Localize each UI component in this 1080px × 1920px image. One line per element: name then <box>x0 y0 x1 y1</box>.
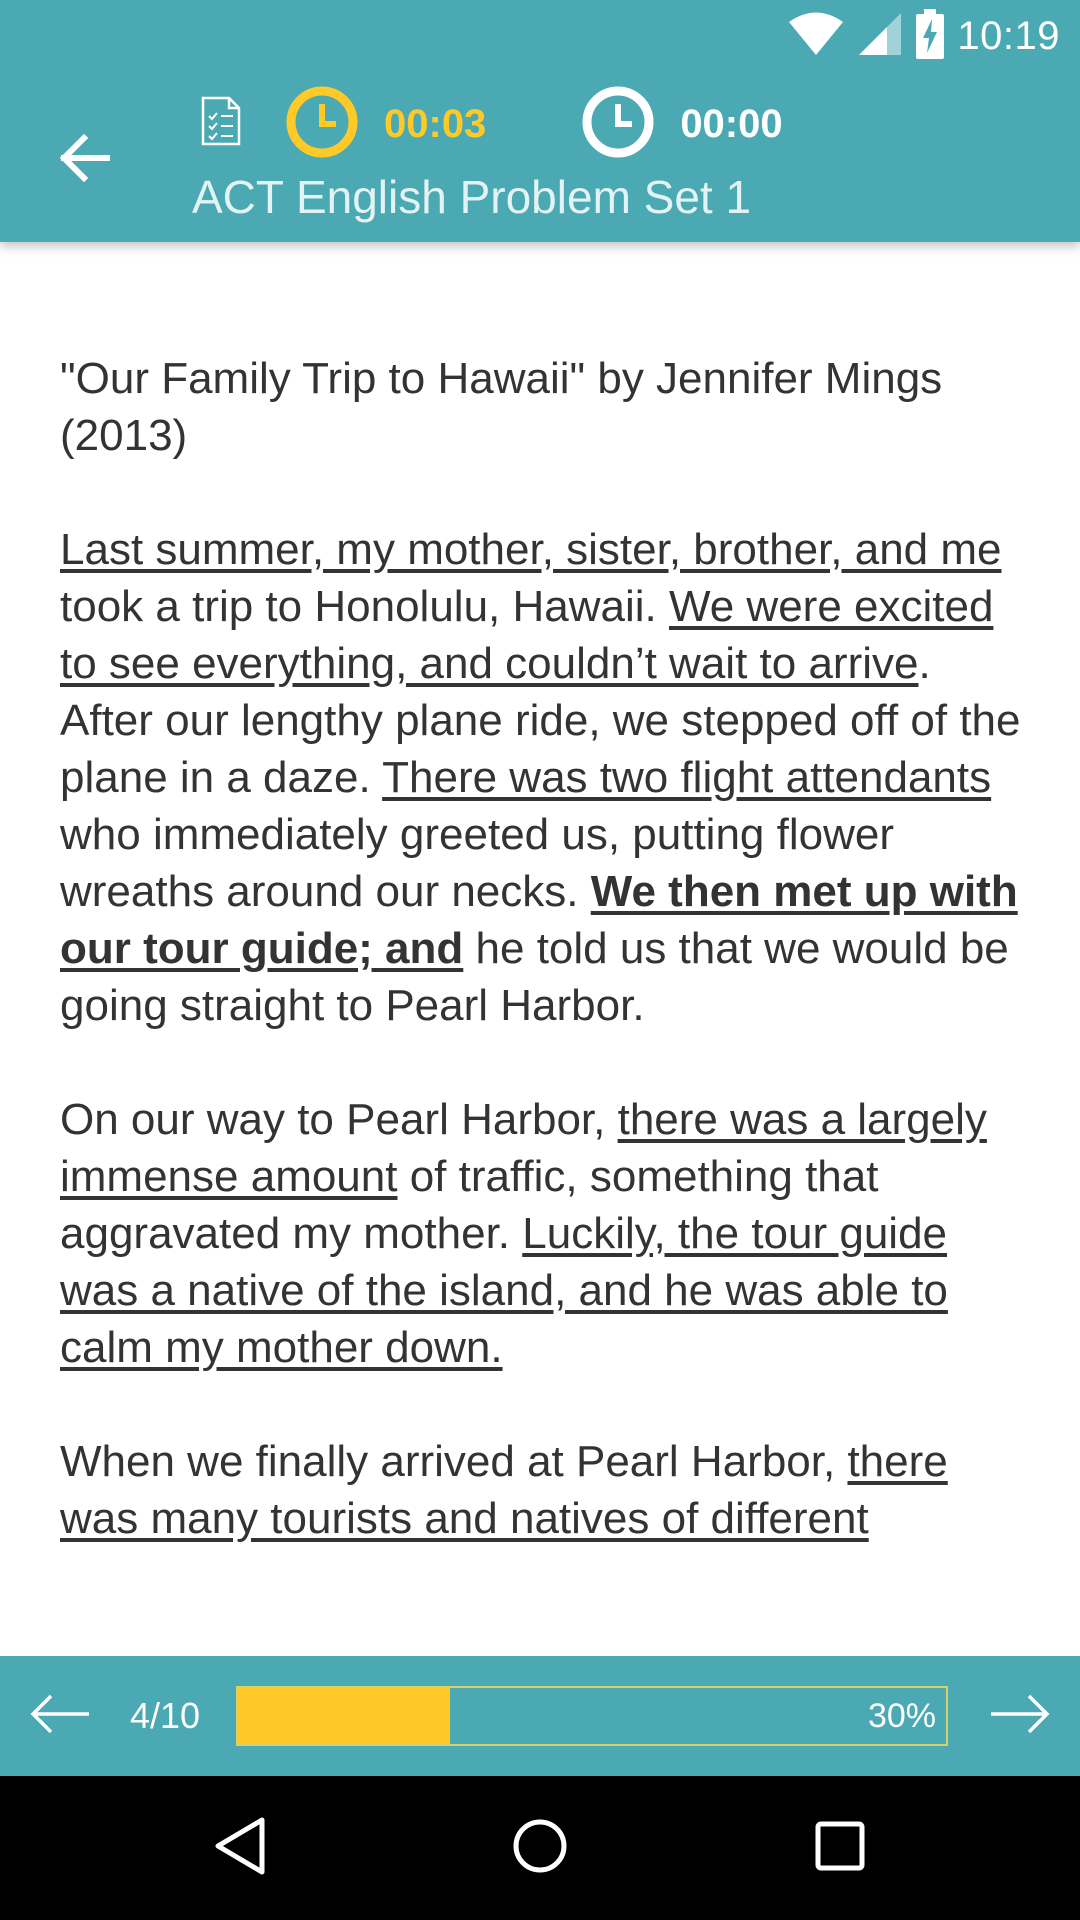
question-nav-bar <box>0 1656 1080 1776</box>
underlined-question-5[interactable]: there was a largely immense amount <box>60 1095 987 1201</box>
passage-paragraph-1 <box>60 521 1030 1034</box>
arrow-right-icon <box>989 1692 1051 1741</box>
current-question-highlight[interactable]: We then met up with our tour guide; and <box>60 867 1018 973</box>
underlined-question-6[interactable]: Luckily, the tour guide was a native of the island, and he was able to calm my mother down. <box>60 1209 948 1372</box>
system-back-button[interactable] <box>200 1808 280 1888</box>
passage-text: he told us that we would be going straight to Pearl Harbor. <box>60 924 1009 1030</box>
passage-content <box>60 350 1030 1656</box>
underlined-question-2[interactable]: We were excited to see everything, and couldn’t wait to arrive <box>60 582 994 688</box>
page-title: ACT English Problem Set 1 <box>192 171 752 223</box>
progress-bar <box>236 1686 948 1746</box>
triangle-back-icon <box>212 1816 268 1881</box>
app-bar <box>0 0 1080 242</box>
previous-question-button[interactable] <box>20 1681 100 1751</box>
circle-home-icon <box>512 1818 568 1879</box>
passage-text: . After our lengthy plane ride, we stepped off of the plane in a daze. <box>60 639 1021 802</box>
underlined-question-7[interactable]: there was many tourists and natives of different <box>60 1437 948 1543</box>
passage-text: took a trip to Honolulu, Hawaii. <box>60 582 669 631</box>
status-bar <box>0 0 1080 72</box>
passage-text: of traffic, something that aggravated my mother. <box>60 1152 879 1258</box>
system-nav-bar <box>0 1776 1080 1920</box>
question-counter: 4/10 <box>130 1695 201 1736</box>
passage-text: When we finally arrived at Pearl Harbor, <box>60 1437 848 1486</box>
passage-paragraph-3 <box>60 1433 1030 1547</box>
passage-text: On our way to Pearl Harbor, <box>60 1095 618 1144</box>
square-recents-icon <box>814 1820 866 1877</box>
total-timer: 00:00 <box>680 101 783 146</box>
question-clock-icon <box>286 86 358 163</box>
cell-signal-icon <box>857 11 903 62</box>
system-home-button[interactable] <box>500 1808 580 1888</box>
underlined-question-3[interactable]: There was two flight attendants <box>382 753 992 802</box>
status-icons <box>787 10 1060 62</box>
passage-text: who immediately greeted us, putting flower wreaths around our necks. <box>60 810 894 916</box>
progress-label: 30% <box>867 1697 936 1735</box>
underlined-question-1[interactable]: Last summer, my mother, sister, brother, and me <box>60 525 1002 574</box>
arrow-left-icon <box>58 134 110 187</box>
total-clock-icon <box>582 86 654 163</box>
arrow-left-icon <box>29 1692 91 1741</box>
timer-row <box>200 88 783 160</box>
status-time: 10:19 <box>957 13 1060 58</box>
wifi-icon <box>787 11 845 62</box>
passage-paragraph-2 <box>60 1091 1030 1376</box>
checklist-document-icon[interactable] <box>200 96 248 152</box>
passage-heading: "Our Family Trip to Hawaii" by Jennifer Mings (2013) <box>60 354 943 460</box>
system-recents-button[interactable] <box>800 1808 880 1888</box>
battery-charging-icon <box>915 9 945 64</box>
progress-fill <box>238 1688 450 1744</box>
question-timer: 00:03 <box>384 101 487 146</box>
back-button[interactable] <box>44 120 124 200</box>
next-question-button[interactable] <box>980 1681 1060 1751</box>
